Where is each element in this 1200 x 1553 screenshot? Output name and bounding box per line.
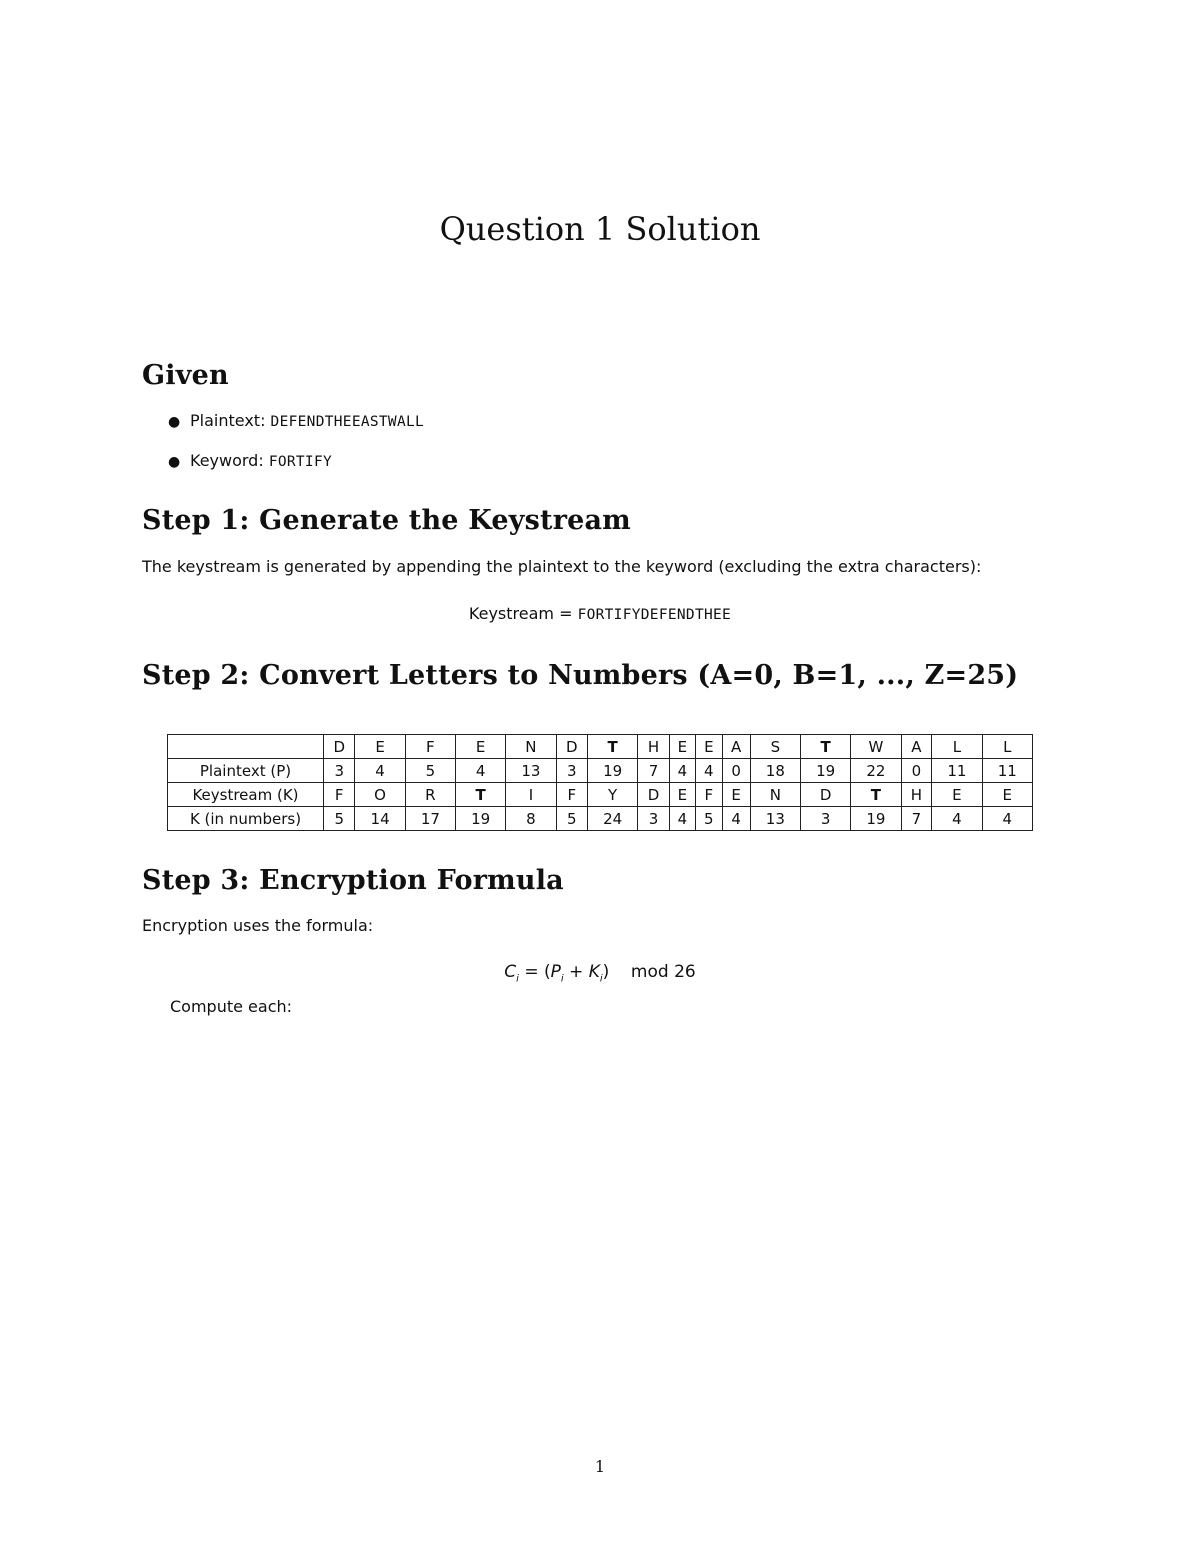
table-cell: 3 bbox=[638, 807, 669, 831]
formula-mod: mod 26 bbox=[630, 962, 696, 982]
table-header-cell: L bbox=[932, 735, 982, 759]
table-cell: Y bbox=[588, 783, 638, 807]
table-row bbox=[168, 783, 1033, 807]
step3-text: Encryption uses the formula: bbox=[142, 916, 374, 935]
table-cell: 19 bbox=[800, 759, 850, 783]
given-list bbox=[168, 410, 424, 490]
table-cell: F bbox=[556, 783, 587, 807]
table-cell: N bbox=[750, 783, 800, 807]
formula-k: K bbox=[588, 962, 600, 982]
table-header-cell: T bbox=[800, 735, 850, 759]
formula-eq: = ( bbox=[518, 962, 551, 982]
table-cell: 4 bbox=[456, 759, 506, 783]
table-cell: 13 bbox=[506, 759, 556, 783]
table-cell: 18 bbox=[750, 759, 800, 783]
table-header-cell: T bbox=[588, 735, 638, 759]
table-cell: 5 bbox=[556, 807, 587, 831]
page-title: Question 1 Solution bbox=[439, 210, 761, 248]
bullet-icon: ● bbox=[168, 454, 181, 470]
table-cell: 11 bbox=[982, 759, 1032, 783]
table-header-cell: D bbox=[556, 735, 587, 759]
table-cell: 17 bbox=[405, 807, 455, 831]
keystream-value: FORTIFYDEFENDTHEE bbox=[577, 607, 732, 623]
table-cell: 0 bbox=[722, 759, 750, 783]
table-row bbox=[168, 807, 1033, 831]
formula-plus: + bbox=[563, 962, 589, 982]
table-cell: 5 bbox=[696, 807, 722, 831]
table-cell: 4 bbox=[669, 759, 695, 783]
table-cell: 11 bbox=[932, 759, 982, 783]
table-row-label: K (in numbers) bbox=[168, 807, 324, 831]
step2-heading: Step 2: Convert Letters to Numbers (A=0, B=1, ..., Z=25) bbox=[142, 660, 1019, 691]
keystream-label: Keystream = bbox=[468, 604, 578, 623]
table-cell: D bbox=[800, 783, 850, 807]
table-cell: H bbox=[901, 783, 932, 807]
table-cell: 22 bbox=[851, 759, 901, 783]
table-header-cell: E bbox=[696, 735, 722, 759]
table-cell: 19 bbox=[588, 759, 638, 783]
table-header-cell: A bbox=[901, 735, 932, 759]
table-cell: R bbox=[405, 783, 455, 807]
table-cell: 5 bbox=[324, 807, 355, 831]
formula-sub-k: i bbox=[599, 973, 603, 985]
table-row-label: Keystream (K) bbox=[168, 783, 324, 807]
plaintext-value: DEFENDTHEEASTWALL bbox=[270, 414, 425, 430]
list-item bbox=[168, 450, 424, 490]
table-header-cell: E bbox=[669, 735, 695, 759]
table-header-row bbox=[168, 735, 1033, 759]
table-cell: E bbox=[932, 783, 982, 807]
table-cell: F bbox=[696, 783, 722, 807]
step1-text: The keystream is generated by appending the plaintext to the keyword (excluding the extra characters): bbox=[142, 557, 982, 576]
table-cell: O bbox=[355, 783, 405, 807]
table-corner-cell bbox=[168, 735, 324, 759]
table-header-cell: E bbox=[355, 735, 405, 759]
bullet-icon: ● bbox=[168, 414, 181, 430]
step3-heading: Step 3: Encryption Formula bbox=[142, 865, 564, 896]
table-cell: E bbox=[722, 783, 750, 807]
table-row-label: Plaintext (P) bbox=[168, 759, 324, 783]
table-cell: 24 bbox=[588, 807, 638, 831]
formula-p: P bbox=[550, 962, 561, 982]
table-header-cell: S bbox=[750, 735, 800, 759]
table-cell: 4 bbox=[696, 759, 722, 783]
compute-text: Compute each: bbox=[170, 997, 293, 1016]
table-cell: 8 bbox=[506, 807, 556, 831]
formula-close: ) bbox=[602, 962, 610, 982]
table-cell: 3 bbox=[800, 807, 850, 831]
encryption-formula bbox=[0, 962, 1200, 984]
table-cell: 4 bbox=[355, 759, 405, 783]
table-cell: 0 bbox=[901, 759, 932, 783]
table-cell: 19 bbox=[851, 807, 901, 831]
table-header-cell: F bbox=[405, 735, 455, 759]
table-cell: E bbox=[982, 783, 1032, 807]
table-cell: 13 bbox=[750, 807, 800, 831]
formula-sub-c: i bbox=[516, 973, 519, 985]
table-cell: 14 bbox=[355, 807, 405, 831]
table-cell: 4 bbox=[982, 807, 1032, 831]
table-cell: 7 bbox=[901, 807, 932, 831]
table-header-cell: A bbox=[722, 735, 750, 759]
table-cell: F bbox=[324, 783, 355, 807]
table-cell: 7 bbox=[638, 759, 669, 783]
page-number: 1 bbox=[594, 1457, 606, 1476]
table-cell: T bbox=[456, 783, 506, 807]
plaintext-label: Plaintext: bbox=[190, 411, 271, 430]
table-cell: 4 bbox=[722, 807, 750, 831]
step1-heading: Step 1: Generate the Keystream bbox=[142, 505, 631, 536]
formula-sub-p: i bbox=[560, 973, 564, 985]
formula-c: C bbox=[504, 962, 517, 982]
table-header-cell: D bbox=[324, 735, 355, 759]
list-item bbox=[168, 410, 424, 450]
table-header-cell: H bbox=[638, 735, 669, 759]
table-cell: 19 bbox=[456, 807, 506, 831]
keyword-label: Keyword: bbox=[190, 451, 269, 470]
table-cell: T bbox=[851, 783, 901, 807]
table-cell: 4 bbox=[932, 807, 982, 831]
table-cell: 5 bbox=[405, 759, 455, 783]
table-header-cell: N bbox=[506, 735, 556, 759]
given-heading: Given bbox=[142, 360, 229, 391]
table-row bbox=[168, 759, 1033, 783]
keyword-value: FORTIFY bbox=[268, 454, 333, 470]
table-header-cell: E bbox=[456, 735, 506, 759]
table-cell: I bbox=[506, 783, 556, 807]
table-cell: D bbox=[638, 783, 669, 807]
table-cell: 4 bbox=[669, 807, 695, 831]
table-cell: 3 bbox=[556, 759, 587, 783]
table-cell: 3 bbox=[324, 759, 355, 783]
conversion-table bbox=[167, 734, 1033, 831]
keystream-line bbox=[0, 604, 1200, 623]
table-cell: E bbox=[669, 783, 695, 807]
table-header-cell: W bbox=[851, 735, 901, 759]
table-header-cell: L bbox=[982, 735, 1032, 759]
